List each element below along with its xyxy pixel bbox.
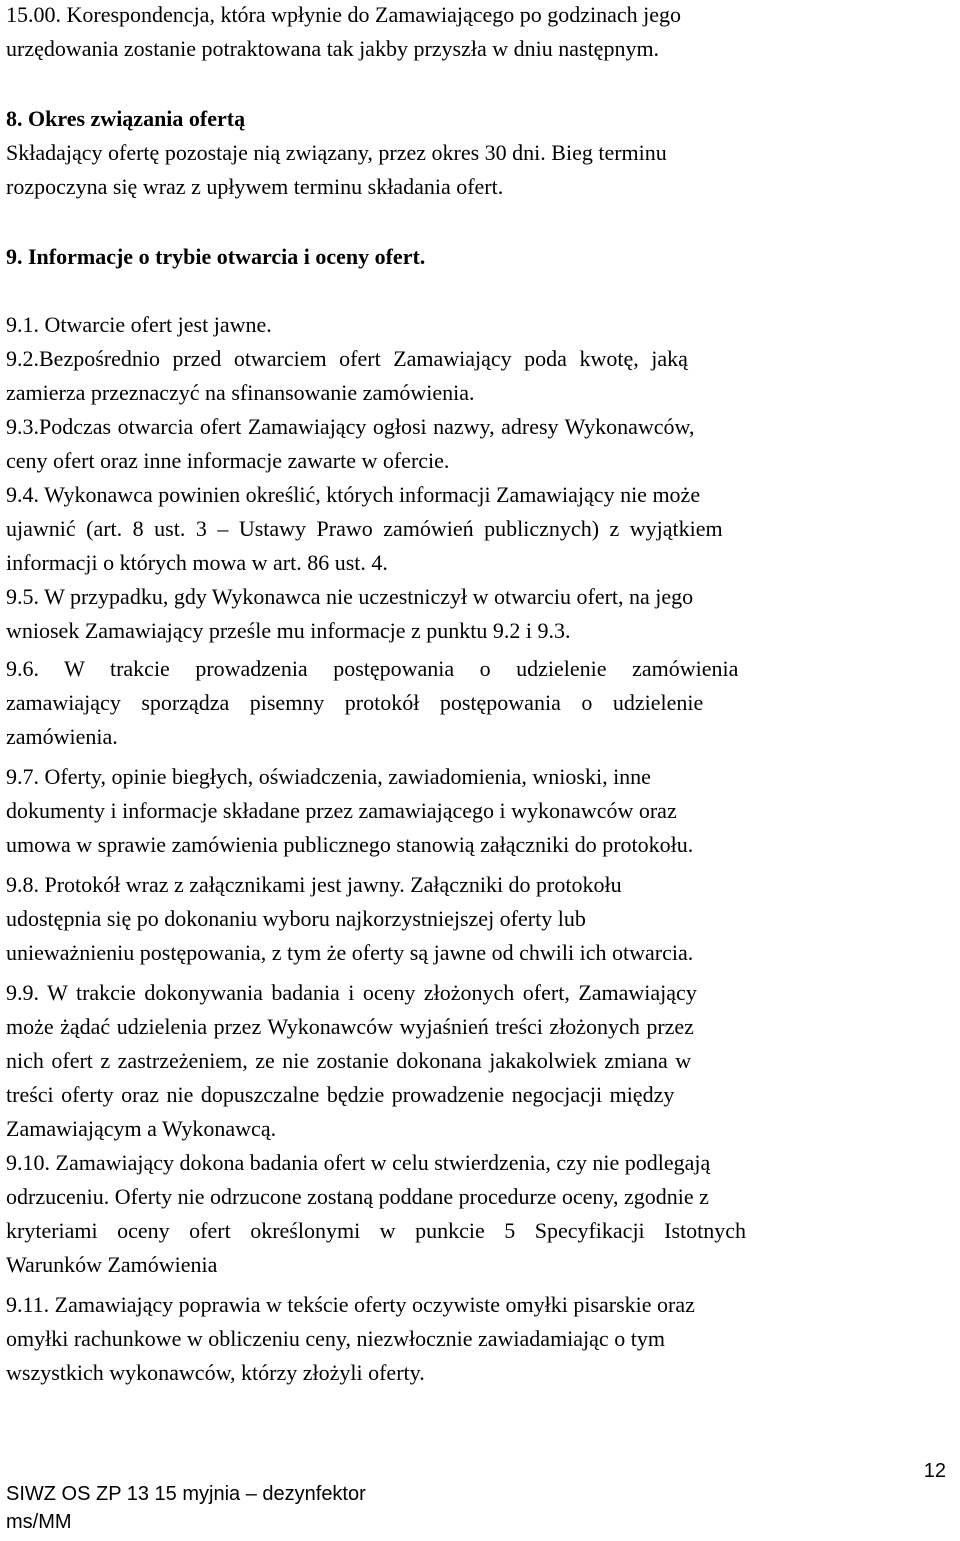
paragraph-9-11 [6,1288,954,1390]
text-line: 9.5. W przypadku, gdy Wykonawca nie uczestniczył w otwarciu ofert, na jego [6,584,694,609]
text-line: zamawiający sporządza pisemny protokół postępowania o udzielenie [6,690,704,715]
text-line: 9.7. Oferty, opinie biegłych, oświadczenia, zawiadomienia, wnioski, inne [6,764,651,789]
text-line: ceny ofert oraz inne informacje zawarte w ofercie. [6,448,450,473]
text-line: może żądać udzielenia przez Wykonawców wyjaśnień treści złożonych przez [6,1014,694,1039]
text-line: Zamawiającym a Wykonawcą. [6,1116,277,1141]
section-8-heading: 8. Okres związania ofertą [6,106,246,131]
paragraph-9-2 [6,342,954,410]
text-line: ujawnić (art. 8 ust. 3 – Ustawy Prawo zamówień publicznych) z wyjątkiem [6,516,723,541]
text-line: informacji o których mowa w art. 86 ust. 4. [6,550,388,575]
section-15-paragraph [6,0,954,66]
text-line: odrzuceniu. Oferty nie odrzucone zostaną poddane procedurze oceny, zgodnie z [6,1184,709,1209]
text-line: 9.2.Bezpośrednio przed otwarciem ofert Zamawiający poda kwotę, jaką [6,346,688,371]
text-line: Składający ofertę pozostaje nią związany, przez okres 30 dni. Bieg terminu [6,140,667,165]
paragraph-9-9 [6,976,954,1146]
footer-document-id: SIWZ OS ZP 13 15 myjnia – dezynfektor [6,1483,366,1505]
text-line: 9.9. W trakcie dokonywania badania i oceny złożonych ofert, Zamawiający [6,980,697,1005]
text-line: zamierza przeznaczyć na sfinansowanie zamówienia. [6,380,475,405]
text-line: urzędowania zostanie potraktowana tak jakby przyszła w dniu następnym. [6,36,660,61]
text-line: 9.8. Protokół wraz z załącznikami jest jawny. Załączniki do protokołu [6,872,622,897]
text-line: 9.3.Podczas otwarcia ofert Zamawiający ogłosi nazwy, adresy Wykonawców, [6,414,695,439]
text-line: treści oferty oraz nie dopuszczalne będzie prowadzenie negocjacji między [6,1082,675,1107]
section-8 [6,102,954,204]
text-line: wszystkich wykonawców, którzy złożyli oferty. [6,1360,425,1385]
text-line: udostępnia się po dokonaniu wyboru najkorzystniejszej oferty lub [6,906,586,931]
section-9-heading-block [6,240,954,274]
paragraph-9-6 [6,652,954,754]
text-line: 9.11. Zamawiający poprawia w tekście oferty oczywiste omyłki pisarskie oraz [6,1292,695,1317]
text-line: dokumenty i informacje składane przez zamawiającego i wykonawców oraz [6,798,677,823]
text-line: Warunków Zamówienia [6,1252,218,1277]
paragraph-9-7 [6,760,954,862]
paragraph-9-4 [6,478,954,580]
text-line: unieważnieniu postępowania, z tym że oferty są jawne od chwili ich otwarcia. [6,940,694,965]
paragraph-9-8 [6,868,954,970]
text-line: wniosek Zamawiający prześle mu informacje z punktu 9.2 i 9.3. [6,618,571,643]
text-line: 9.6. W trakcie prowadzenia postępowania o udzielenie zamówienia [6,656,739,681]
text-line: umowa w sprawie zamówienia publicznego stanowią załączniki do protokołu. [6,832,694,857]
paragraph-9-3 [6,410,954,478]
text-line: 9.4. Wykonawca powinien określić, których informacji Zamawiający nie może [6,482,701,507]
page-footer [6,1480,954,1536]
text-line: 9.1. Otwarcie ofert jest jawne. [6,312,272,337]
footer-initials: ms/MM [6,1511,72,1533]
text-line: omyłki rachunkowe w obliczeniu ceny, niezwłocznie zawiadamiając o tym [6,1326,665,1351]
text-line: nich ofert z zastrzeżeniem, ze nie zostanie dokonana jakakolwiek zmiana w [6,1048,692,1073]
page-number: 12 [923,1460,946,1482]
text-line: kryteriami oceny ofert określonymi w punkcie 5 Specyfikacji Istotnych [6,1218,747,1243]
paragraph-9-1 [6,308,954,342]
paragraph-9-5 [6,580,954,648]
section-9-heading: 9. Informacje o trybie otwarcia i oceny ofert. [6,244,426,269]
text-line: rozpoczyna się wraz z upływem terminu składania ofert. [6,174,504,199]
text-line: 15.00. Korespondencja, która wpłynie do Zamawiającego po godzinach jego [6,2,682,27]
text-line: zamówienia. [6,724,118,749]
paragraph-9-10 [6,1146,954,1282]
text-line: 9.10. Zamawiający dokona badania ofert w celu stwierdzenia, czy nie podlegają [6,1150,711,1175]
